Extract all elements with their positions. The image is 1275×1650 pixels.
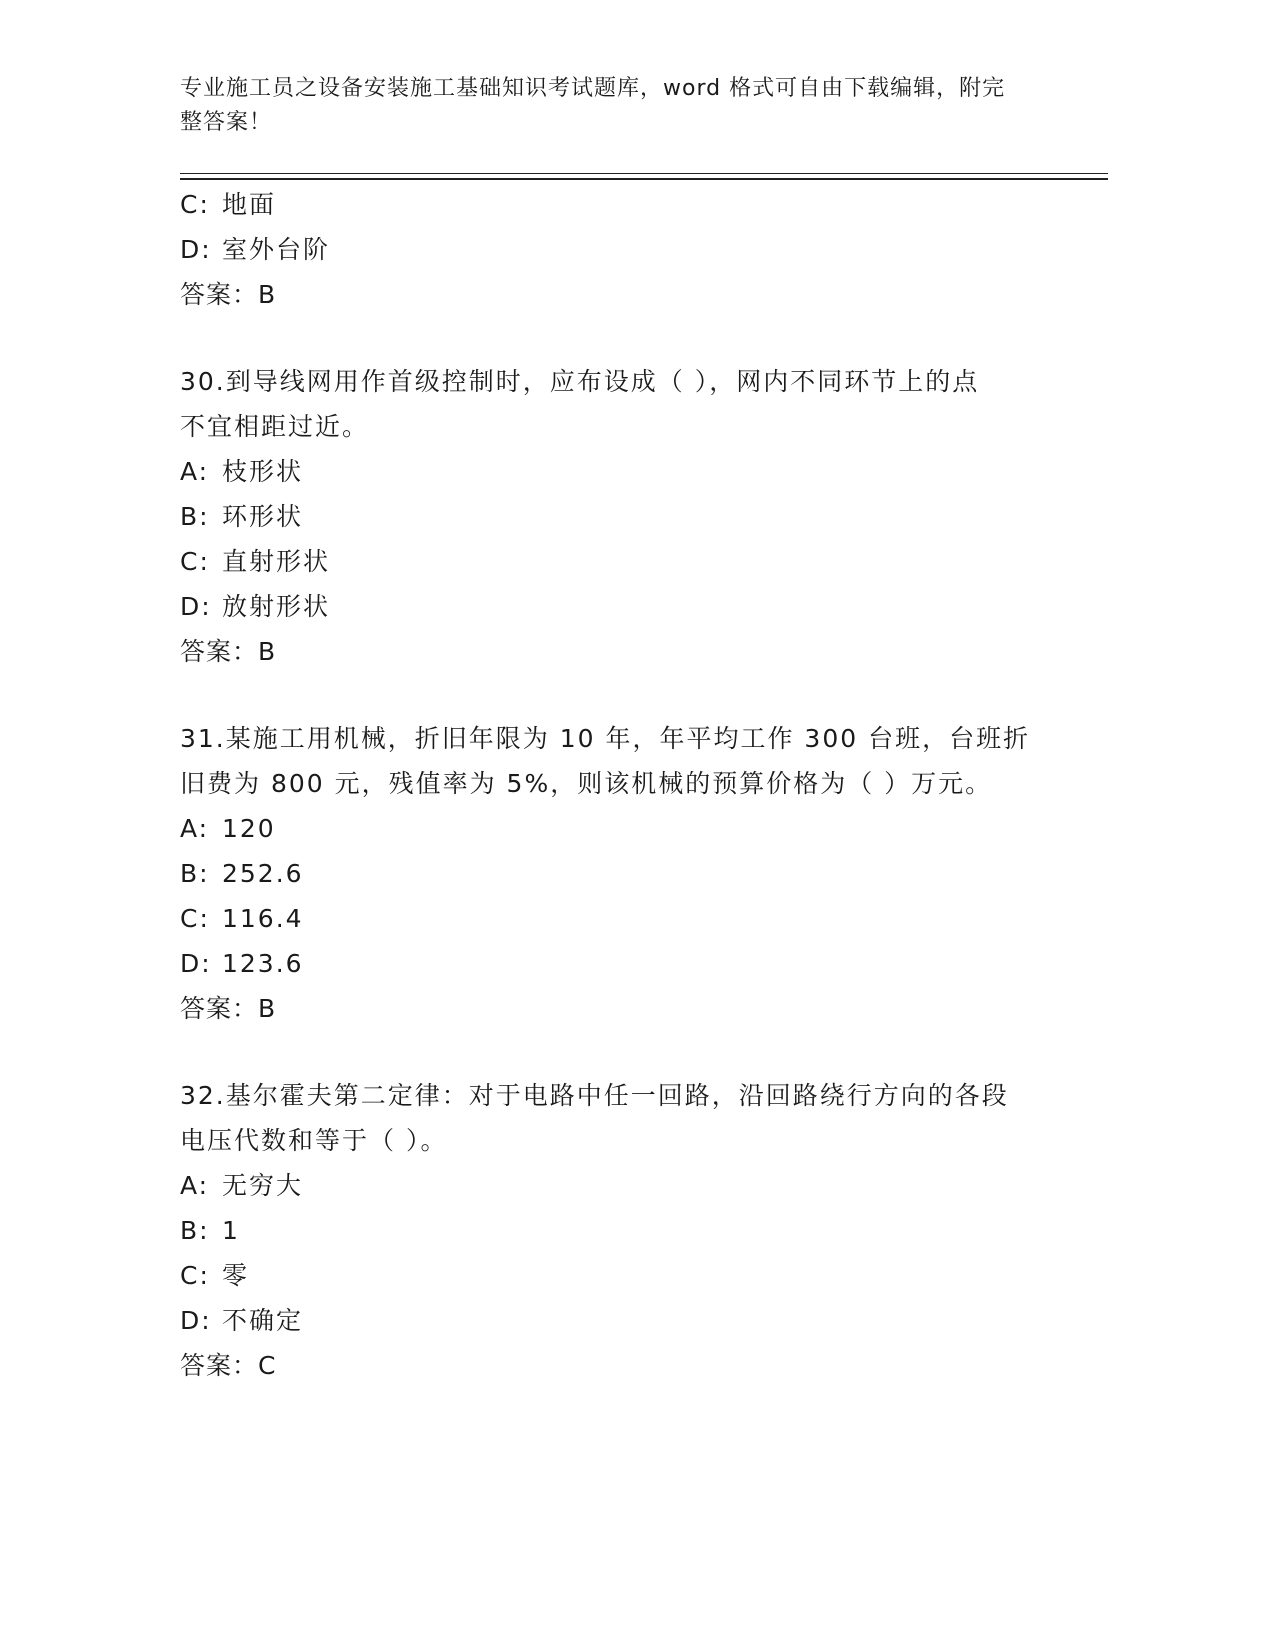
option-key: C:: [180, 904, 210, 933]
question-text-line-1: 32.基尔霍夫第二定律：对于电路中任一回路，沿回路绕行方向的各段: [180, 1081, 1009, 1110]
header-divider-thin: [180, 173, 1108, 174]
option-a: [180, 806, 1060, 851]
header-line-1: 专业施工员之设备安装施工基础知识考试题库，word 格式可自由下载编辑，附完: [180, 76, 1006, 101]
option-text: 环形状: [222, 502, 304, 531]
option-text: 放射形状: [222, 592, 331, 621]
option-d: [180, 1298, 1060, 1343]
header-line-2: 整答案！: [180, 110, 273, 135]
option-key: D:: [180, 235, 212, 264]
option-a: [180, 1163, 1060, 1208]
question-list: [180, 182, 1060, 1388]
question-text-line-2: 旧费为 800 元，残值率为 5%，则该机械的预算价格为（ ）万元。: [180, 769, 993, 798]
option-c: [180, 1253, 1060, 1298]
option-d: [180, 941, 1060, 986]
answer-line: 答案：B: [180, 637, 277, 666]
option-text: 123.6: [222, 949, 304, 978]
document-header: [180, 72, 1040, 140]
question-31: [180, 716, 1060, 1031]
option-key: B:: [180, 859, 210, 888]
option-b: [180, 494, 1060, 539]
question-text-line-1: 31.某施工用机械，折旧年限为 10 年，年平均工作 300 台班，台班折: [180, 724, 1031, 753]
answer-line: 答案：B: [180, 994, 277, 1023]
option-b: [180, 1208, 1060, 1253]
header-divider-thick: [180, 178, 1108, 180]
option-c: [180, 182, 1060, 227]
question-text-line-1: 30.到导线网用作首级控制时，应布设成（ ），网内不同环节上的点: [180, 367, 980, 396]
option-key: D:: [180, 592, 212, 621]
option-a: [180, 449, 1060, 494]
answer-line: 答案：B: [180, 280, 277, 309]
question-text-line-2: 不宜相距过近。: [180, 412, 370, 441]
option-text: 1: [222, 1216, 240, 1245]
option-key: C:: [180, 547, 210, 576]
option-b: [180, 851, 1060, 896]
option-text: 地面: [222, 190, 277, 219]
option-text: 120: [222, 814, 276, 843]
option-key: B:: [180, 502, 210, 531]
option-text: 无穷大: [222, 1171, 304, 1200]
option-d: [180, 227, 1060, 272]
option-d: [180, 584, 1060, 629]
option-text: 直射形状: [222, 547, 331, 576]
option-text: 不确定: [222, 1306, 304, 1335]
option-key: D:: [180, 1306, 212, 1335]
option-key: B:: [180, 1216, 210, 1245]
question-30: [180, 359, 1060, 674]
option-key: C:: [180, 190, 210, 219]
option-text: 零: [222, 1261, 250, 1290]
question-text-line-2: 电压代数和等于（ ）。: [180, 1126, 448, 1155]
option-key: D:: [180, 949, 212, 978]
option-text: 252.6: [222, 859, 304, 888]
option-text: 116.4: [222, 904, 304, 933]
option-text: 枝形状: [222, 457, 304, 486]
option-key: C:: [180, 1261, 210, 1290]
carryover-question: [180, 182, 1060, 317]
option-c: [180, 539, 1060, 584]
option-key: A:: [180, 814, 210, 843]
option-text: 室外台阶: [222, 235, 331, 264]
option-c: [180, 896, 1060, 941]
option-key: A:: [180, 1171, 210, 1200]
question-32: [180, 1073, 1060, 1388]
answer-line: 答案：C: [180, 1351, 277, 1380]
option-key: A:: [180, 457, 210, 486]
